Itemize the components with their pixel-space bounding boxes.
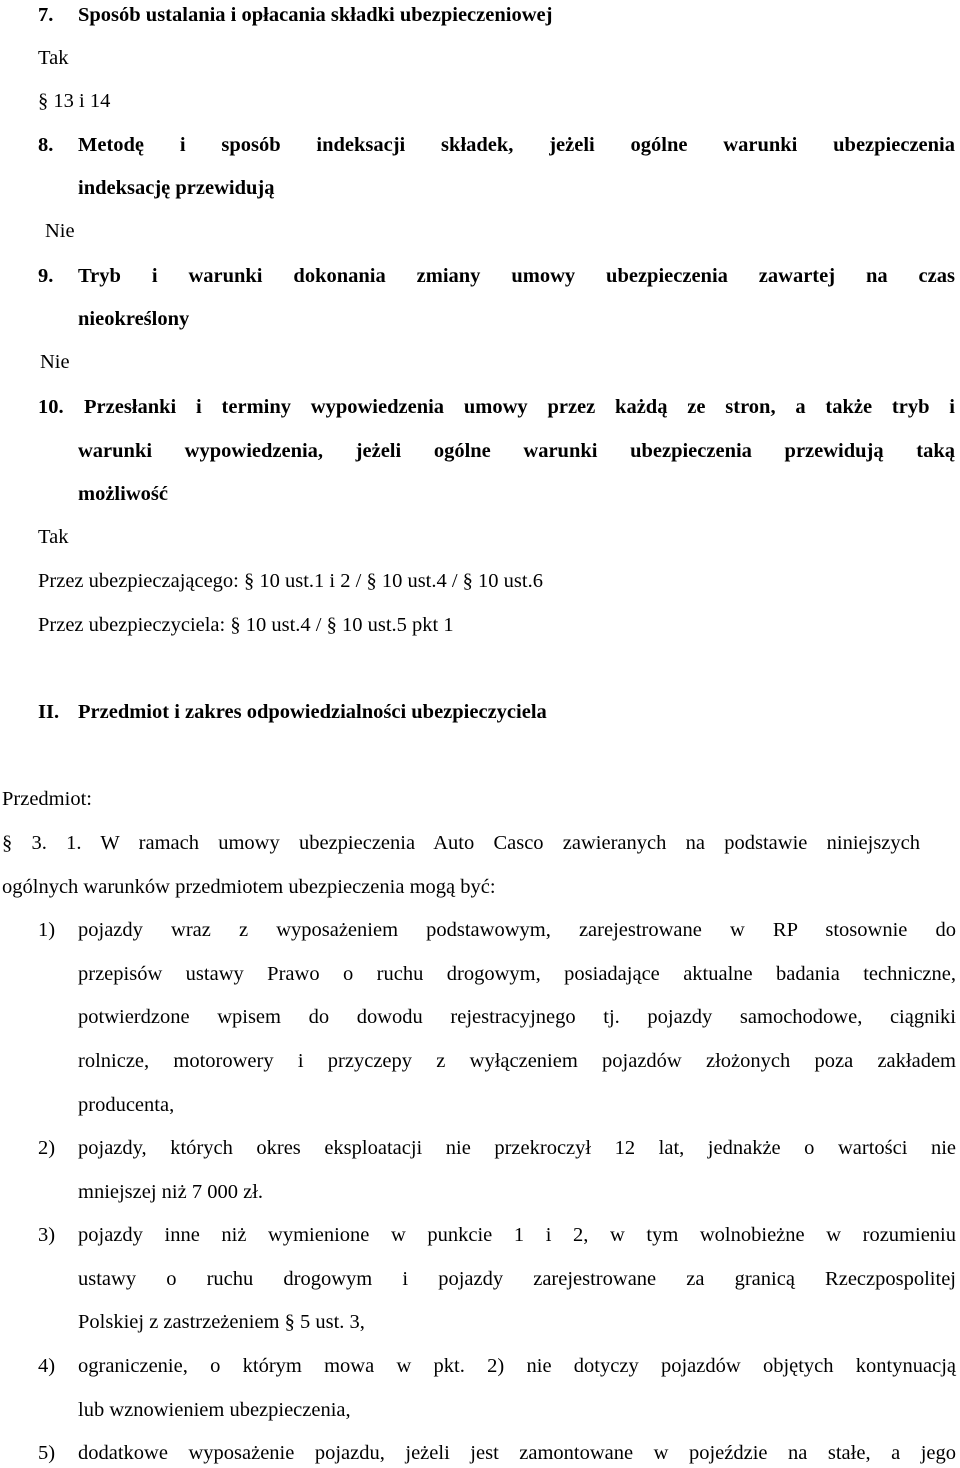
section-8-title-line-2: indeksację przewidują	[78, 177, 275, 199]
section-7-answer: Tak	[38, 47, 69, 69]
subject-item-4-number: 4)	[38, 1355, 56, 1377]
subject-item-1-number: 1)	[38, 919, 56, 941]
section-10-title-line-2: warunki wypowiedzenia, jeżeli ogólne warunki ubezpieczenia przewidują taką	[78, 440, 955, 462]
subject-intro-line-1: § 3. 1. W ramach umowy ubezpieczenia Auto Casco zawieranych na podstawie niniejszych	[2, 832, 920, 854]
subject-item-2-number: 2)	[38, 1137, 56, 1159]
subject-item-3-line-2: ustawy o ruchu drogowym i pojazdy zarejestrowane za granicą Rzeczpospolitej	[78, 1268, 956, 1290]
subject-item-1-line-5: producenta,	[78, 1094, 175, 1116]
section-7-title: Sposób ustalania i opłacania składki ubezpieczeniowej	[78, 4, 553, 26]
subject-item-3-line-3: Polskiej z zastrzeżeniem § 5 ust. 3,	[78, 1311, 365, 1333]
subject-intro-line-2: ogólnych warunków przedmiotem ubezpieczenia mogą być:	[2, 876, 496, 898]
subject-item-4-line-1: ograniczenie, o którym mowa w pkt. 2) nie dotyczy pojazdów objętych kontynuacją	[78, 1355, 956, 1377]
section-9-answer: Nie	[40, 351, 70, 373]
section-8-answer: Nie	[45, 220, 75, 242]
section-10-answer: Tak	[38, 526, 69, 548]
section-10-insured-line: Przez ubezpieczającego: § 10 ust.1 i 2 / § 10 ust.4 / § 10 ust.6	[38, 570, 543, 592]
subject-item-1-line-1: pojazdy wraz z wyposażeniem podstawowym, zarejestrowane w RP stosownie do	[78, 919, 956, 941]
subject-item-1-line-4: rolnicze, motorowery i przyczepy z wyłączeniem pojazdów złożonych poza zakładem	[78, 1050, 956, 1072]
section-9-title-line-2: nieokreślony	[78, 308, 190, 330]
section-10-title-line-1: Przesłanki i terminy wypowiedzenia umowy przez każdą ze stron, a także tryb i	[84, 396, 955, 418]
section-10-number: 10.	[38, 396, 64, 418]
subject-item-1-line-3: potwierdzone wpisem do dowodu rejestracyjnego tj. pojazdy samochodowe, ciągniki	[78, 1006, 956, 1028]
section-7-number: 7.	[38, 4, 54, 26]
section-10-title-line-3: możliwość	[78, 483, 168, 505]
subject-item-2-line-2: mniejszej niż 7 000 zł.	[78, 1181, 264, 1203]
subject-label: Przedmiot:	[2, 788, 92, 810]
subject-item-4-line-2: lub wznowieniem ubezpieczenia,	[78, 1399, 351, 1421]
subject-item-1-line-2: przepisów ustawy Prawo o ruchu drogowym, posiadające aktualne badania techniczne,	[78, 963, 956, 985]
section-8-title-line-1: Metodę i sposób indeksacji składek, jeżeli ogólne warunki ubezpieczenia	[78, 134, 955, 156]
part-ii-title: Przedmiot i zakres odpowiedzialności ubezpieczyciela	[78, 701, 547, 723]
subject-item-5-number: 5)	[38, 1442, 56, 1464]
subject-item-3-line-1: pojazdy inne niż wymienione w punkcie 1 i 2, w tym wolnobieżne w rozumieniu	[78, 1224, 956, 1246]
section-8-number: 8.	[38, 134, 54, 156]
section-10-insurer-line: Przez ubezpieczyciela: § 10 ust.4 / § 10 ust.5 pkt 1	[38, 614, 454, 636]
section-7-reference: § 13 i 14	[38, 90, 111, 112]
subject-item-3-number: 3)	[38, 1224, 56, 1246]
subject-item-2-line-1: pojazdy, których okres eksploatacji nie przekroczył 12 lat, jednakże o wartości nie	[78, 1137, 956, 1159]
part-ii-number: II.	[38, 701, 60, 723]
section-9-number: 9.	[38, 265, 54, 287]
subject-item-5-line-1: dodatkowe wyposażenie pojazdu, jeżeli jest zamontowane w pojeździe na stałe, a jego	[78, 1442, 956, 1464]
section-9-title-line-1: Tryb i warunki dokonania zmiany umowy ubezpieczenia zawartej na czas	[78, 265, 955, 287]
